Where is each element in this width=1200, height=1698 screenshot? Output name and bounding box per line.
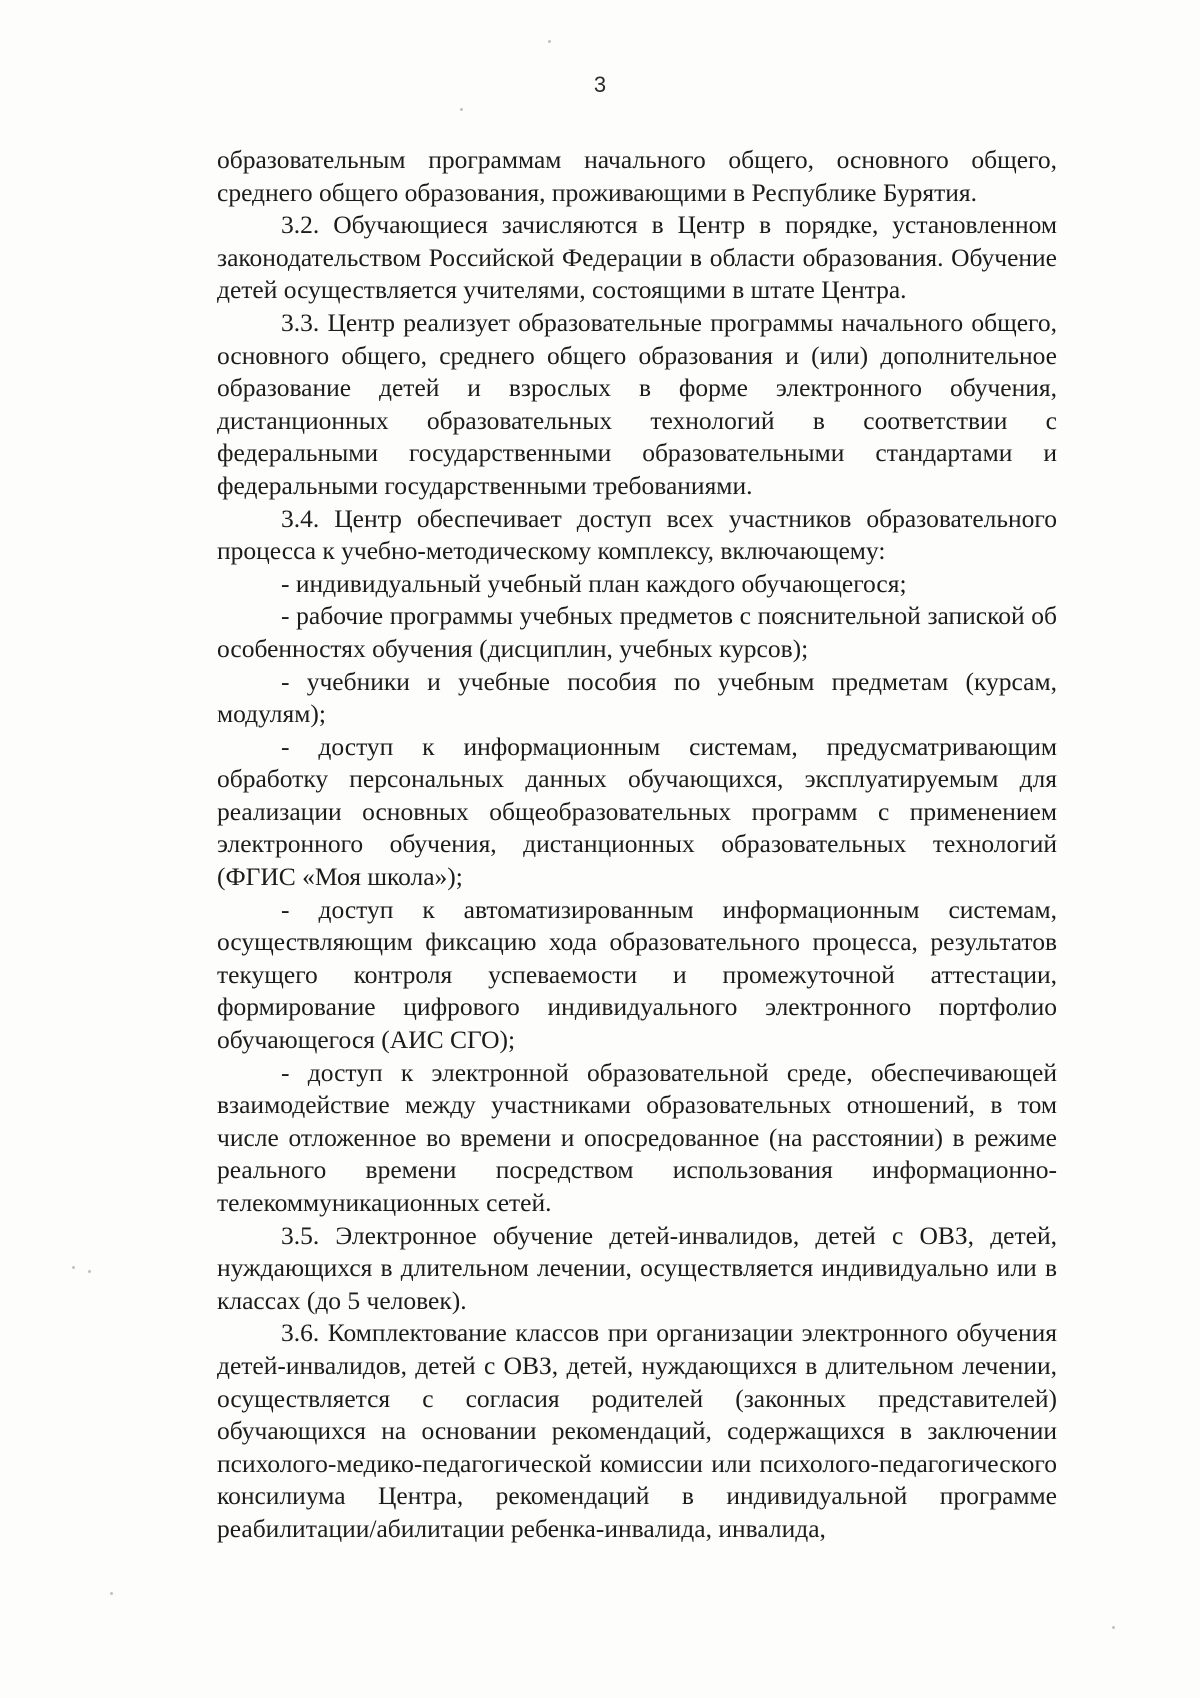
list-item-work-programs: - рабочие программы учебных предметов с пояснительной запиской об особенностях обучения (дисциплин, учебных курсов);	[217, 601, 1057, 663]
document-body	[217, 144, 1057, 1546]
scan-speck	[88, 1270, 91, 1273]
paragraph-3-6: 3.6. Комплектование классов при организации электронного обучения детей-инвалидов, детей с ОВЗ, детей, нуждающихся в длительном лечении, осуществляется с согласия родителей (законных представителей) обучающихся на основании рекомендаций, содержащихся в заключении психолого-медико-педагогической комиссии или психолого-педагогического консилиума Центра, рекомендаций в индивидуальной программе реабилитации/абилитации ребенка-инвалида, инвалида,	[217, 1318, 1057, 1543]
list-item-fgis-access: - доступ к информационным системам, предусматривающим обработку персональных данных обучающихся, эксплуатируемым для реализации основных общеобразовательных программ с применением электронного обучения, дистанционных образовательных технологий (ФГИС «Моя школа»);	[217, 731, 1057, 892]
paragraph-continuation: образовательным программам начального общего, основного общего, среднего общего образования, проживающими в Республике Бурятия.	[217, 145, 1057, 207]
paragraph-3-3: 3.3. Центр реализует образовательные программы начального общего, основного общего, среднего общего образования и (или) дополнительное образование детей и взрослых в форме электронного обучения, дистанционных образовательных технологий в соответствии с федеральными государственными образовательными стандартами и федеральными государственными требованиями.	[217, 307, 1057, 500]
scan-speck	[460, 108, 463, 111]
list-item-ais-sgo-access: - доступ к автоматизированным информационным системам, осуществляющим фиксацию хода образовательного процесса, результатов текущего контроля успеваемости и промежуточной аттестации, формирование цифрового индивидуального электронного портфолио обучающегося (АИС СГО);	[217, 894, 1057, 1055]
list-item-textbooks: - учебники и учебные пособия по учебным предметам (курсам, модулям);	[217, 666, 1057, 729]
page-number: 3	[593, 72, 607, 97]
list-item-individual-plan: - индивидуальный учебный план каждого обучающегося;	[281, 568, 907, 598]
scan-speck	[548, 40, 551, 43]
paragraph-3-5: 3.5. Электронное обучение детей-инвалидов, детей с ОВЗ, детей, нуждающихся в длительном лечении, осуществляется индивидуально или в классах (до 5 человек).	[217, 1220, 1057, 1315]
paragraph-3-4: 3.4. Центр обеспечивает доступ всех участников образовательного процесса к учебно-методическому комплексу, включающему:	[217, 503, 1057, 566]
scan-speck	[72, 1266, 75, 1269]
paragraph-3-2: 3.2. Обучающиеся зачисляются в Центр в порядке, установленном законодательством Российской Федерации в области образования. Обучение детей осуществляется учителями, состоящими в штате Центра.	[217, 210, 1057, 305]
list-item-electronic-environment: - доступ к электронной образовательной среде, обеспечивающей взаимодействие между участниками образовательных отношений, в том числе отложенное во времени и опосредованное (на расстоянии) в режиме реального времени посредством использования информационно-телекоммуникационных сетей.	[217, 1057, 1057, 1217]
scan-speck	[110, 1592, 113, 1595]
scan-speck	[1112, 1626, 1115, 1629]
